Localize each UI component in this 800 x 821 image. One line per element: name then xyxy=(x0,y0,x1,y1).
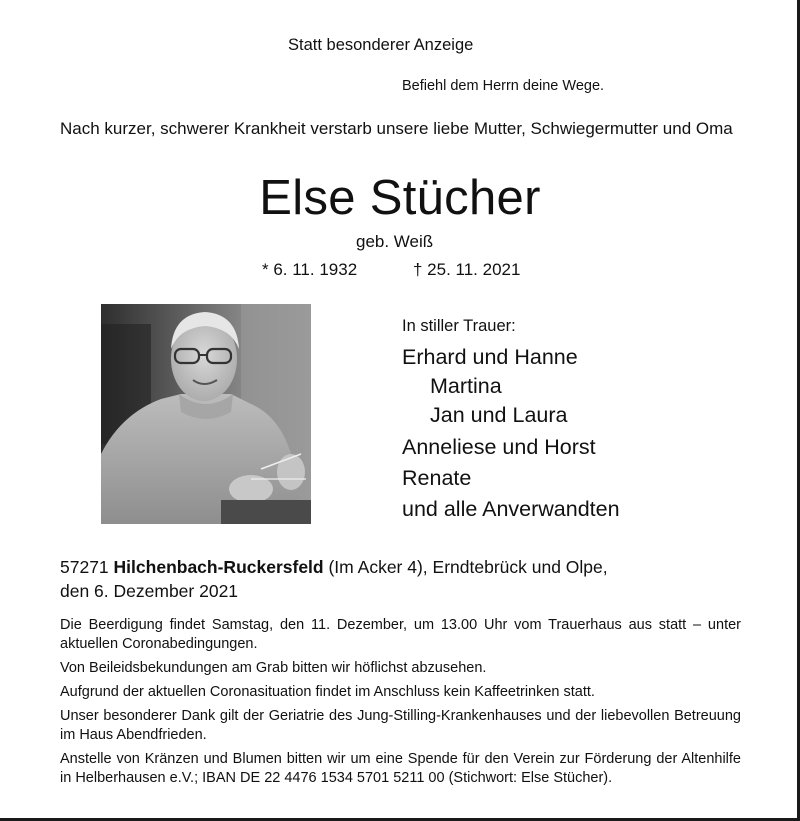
funeral-info: Die Beerdigung findet Samstag, den 11. Dezember, um 13.00 Uhr vom Trauerhaus aus statt – unter aktuellen Coronabedingungen. xyxy=(60,617,741,652)
thanks-note: Unser besonderer Dank gilt der Geriatrie des Jung-Stilling-Krankenhauses und der liebevollen Betreuung im Haus Abendfrieden. xyxy=(60,708,741,743)
mourner-name: Renate xyxy=(402,466,472,490)
death-date: † 25. 11. 2021 xyxy=(413,260,521,279)
bible-verse: Befiehl dem Herrn deine Wege. xyxy=(402,78,605,94)
address-line xyxy=(60,557,608,578)
maiden-name: geb. Weiß xyxy=(356,232,434,251)
coffee-note: Aufgrund der aktuellen Coronasituation findet im Anschluss kein Kaffeetrinken statt. xyxy=(60,684,595,700)
town-name: Hilchenbach-Ruckersfeld xyxy=(113,557,324,577)
intro-text: Nach kurzer, schwerer Krankheit verstarb unsere liebe Mutter, Schwiegermutter und Oma xyxy=(60,119,733,138)
notice-date: den 6. Dezember 2021 xyxy=(60,581,239,601)
birth-date: * 6. 11. 1932 xyxy=(262,260,358,279)
mourner-name: und alle Anverwandten xyxy=(402,497,620,521)
mourner-name: Erhard und Hanne xyxy=(402,345,578,369)
mourner-name: Jan und Laura xyxy=(430,403,568,427)
mourner-name: Anneliese und Horst xyxy=(402,435,596,459)
deceased-name: Else Stücher xyxy=(259,171,541,225)
address-rest: (Im Acker 4), Erndtebrück und Olpe, xyxy=(328,557,608,577)
donation-note: Anstelle von Kränzen und Blumen bitten wir um eine Spende für den Verein zur Förderung der Altenhilfe in Helberhausen e.V.; IBAN DE 22 4476 1534 5701 5211 00 (Stichwort: Else Stücher). xyxy=(60,751,741,786)
mourner-name: Martina xyxy=(430,374,502,398)
postcode: 57271 xyxy=(60,557,109,577)
portrait-photo xyxy=(101,304,311,524)
notice-header: Statt besonderer Anzeige xyxy=(288,36,474,54)
condolence-note: Von Beileidsbekundungen am Grab bitten wir höflichst abzusehen. xyxy=(60,660,487,676)
mourning-label: In stiller Trauer: xyxy=(402,317,516,335)
